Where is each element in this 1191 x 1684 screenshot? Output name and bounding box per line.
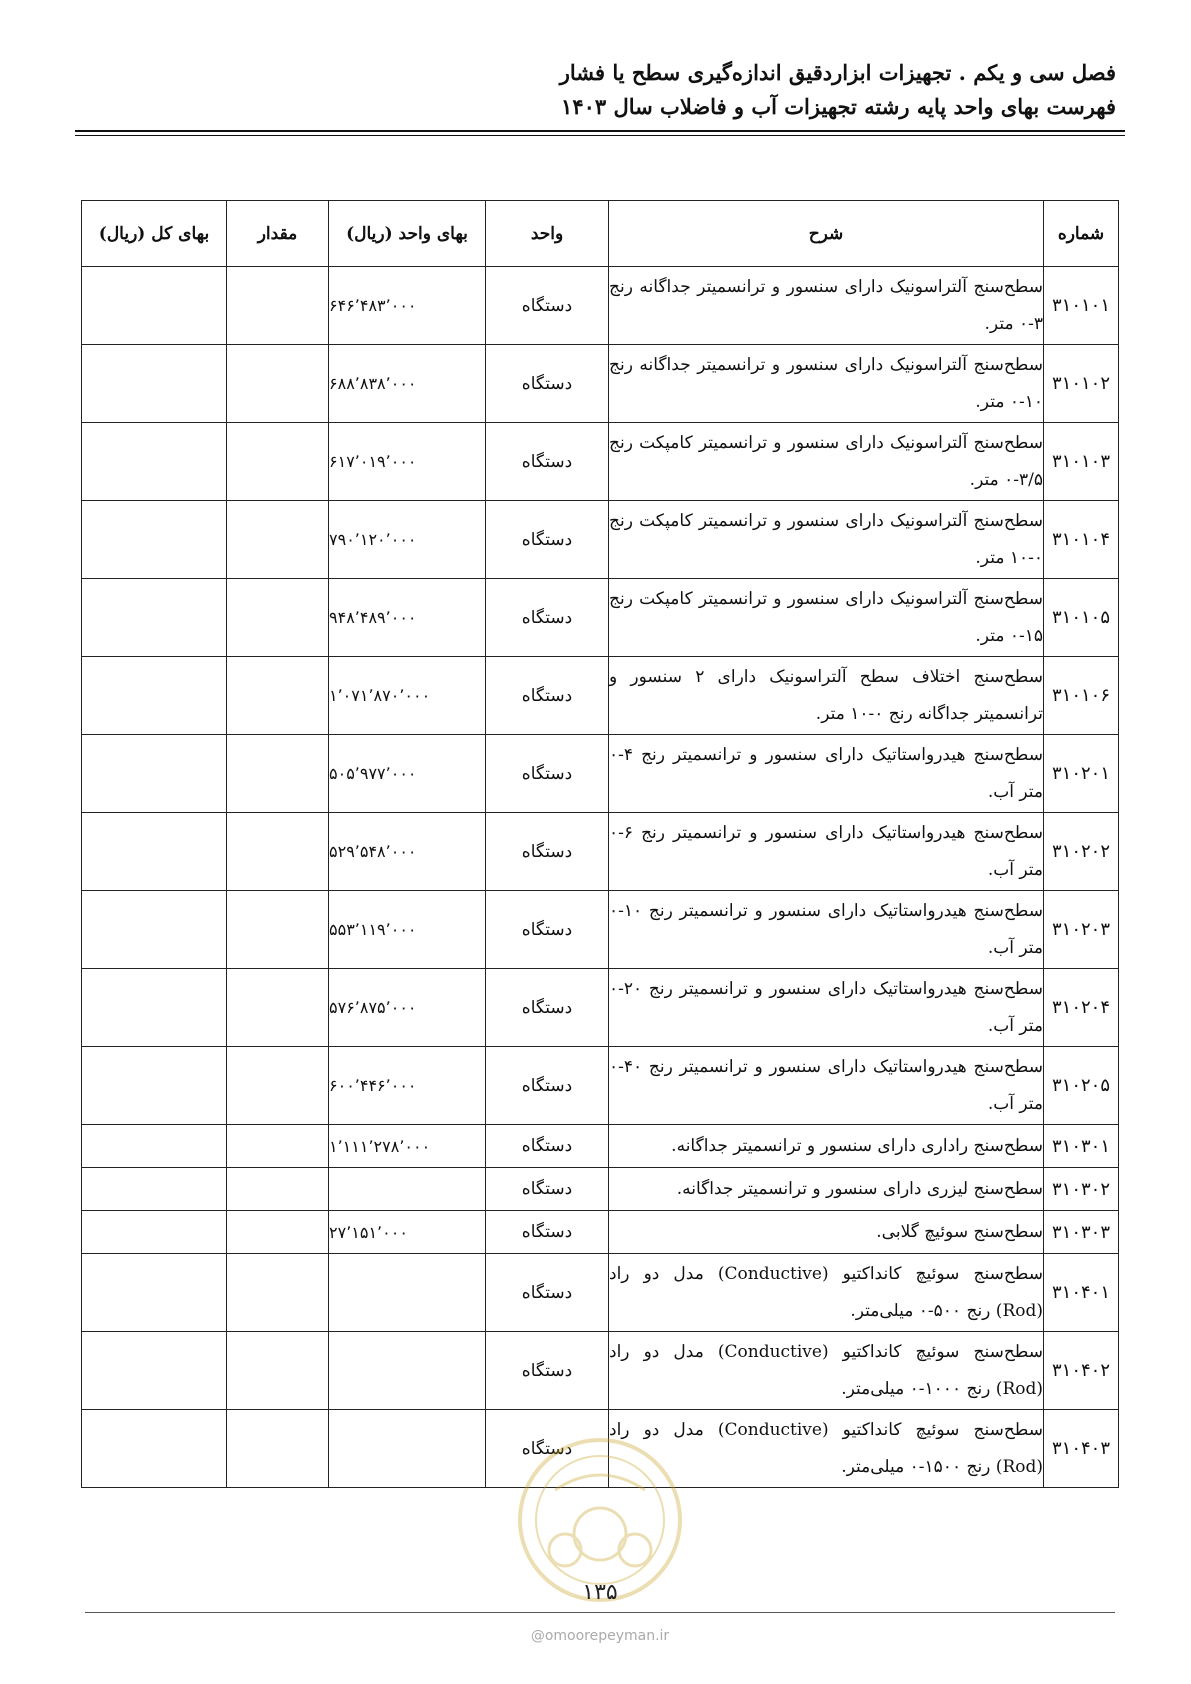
table-row <box>82 1168 1119 1211</box>
row-quantity <box>227 735 329 813</box>
row-quantity <box>227 501 329 579</box>
row-unit: دستگاه <box>486 813 609 891</box>
row-description: سطح‌سنج آلتراسونیک دارای سنسور و ترانسمیتر کامپکت رنج ۳/۵-۰ متر. <box>609 423 1044 501</box>
row-number: ۳۱۰۴۰۲ <box>1044 1332 1119 1410</box>
row-unit-price: ۶۴۶٬۴۸۳٬۰۰۰ <box>329 267 486 345</box>
row-quantity <box>227 579 329 657</box>
row-description: سطح‌سنج هیدرواستاتیک دارای سنسور و ترانسمیتر رنج ۱۰-۰ متر آب. <box>609 891 1044 969</box>
table-row <box>82 1047 1119 1125</box>
row-quantity <box>227 345 329 423</box>
row-unit: دستگاه <box>486 1332 609 1410</box>
row-number: ۳۱۰۱۰۵ <box>1044 579 1119 657</box>
row-unit-price: ۹۴۸٬۴۸۹٬۰۰۰ <box>329 579 486 657</box>
table-row <box>82 1332 1119 1410</box>
row-description: سطح‌سنج آلتراسونیک دارای سنسور و ترانسمیتر کامپکت رنج ۱۵-۰ متر. <box>609 579 1044 657</box>
row-description: سطح‌سنج هیدرواستاتیک دارای سنسور و ترانسمیتر رنج ۲۰-۰ متر آب. <box>609 969 1044 1047</box>
row-unit: دستگاه <box>486 891 609 969</box>
row-total-price <box>82 1332 227 1410</box>
row-total-price <box>82 1410 227 1488</box>
page-number: ۱۳۵ <box>582 1580 618 1605</box>
row-unit: دستگاه <box>486 267 609 345</box>
row-total-price <box>82 423 227 501</box>
row-quantity <box>227 1047 329 1125</box>
row-unit: دستگاه <box>486 423 609 501</box>
header-rule-thick <box>75 130 1125 132</box>
row-unit-price: ۵۵۳٬۱۱۹٬۰۰۰ <box>329 891 486 969</box>
row-quantity <box>227 1125 329 1168</box>
row-number: ۳۱۰۱۰۶ <box>1044 657 1119 735</box>
row-unit: دستگاه <box>486 735 609 813</box>
row-description: سطح‌سنج سوئیچ کانداکتیو (Conductive) مدل دو راد (Rod) رنج ۵۰۰-۰ میلی‌متر. <box>609 1254 1044 1332</box>
row-unit-price <box>329 1410 486 1488</box>
row-quantity <box>227 891 329 969</box>
row-unit: دستگاه <box>486 1047 609 1125</box>
row-quantity <box>227 267 329 345</box>
row-description: سطح‌سنج آلتراسونیک دارای سنسور و ترانسمیتر کامپکت رنج ۰-۱۰ متر. <box>609 501 1044 579</box>
row-number: ۳۱۰۳۰۳ <box>1044 1211 1119 1254</box>
chapter-title: فصل سی و یکم . تجهیزات ابزاردقیق اندازه‌گیری سطح یا فشار <box>559 60 1116 85</box>
document-title: فهرست بهای واحد پایه رشته تجهیزات آب و فاضلاب سال ۱۴۰۳ <box>561 94 1116 119</box>
row-unit: دستگاه <box>486 1254 609 1332</box>
row-number: ۳۱۰۲۰۳ <box>1044 891 1119 969</box>
table-header-row <box>82 201 1119 267</box>
row-total-price <box>82 969 227 1047</box>
row-description: سطح‌سنج هیدرواستاتیک دارای سنسور و ترانسمیتر رنج ۶-۰ متر آب. <box>609 813 1044 891</box>
price-table <box>81 200 1119 1488</box>
row-number: ۳۱۰۳۰۲ <box>1044 1168 1119 1211</box>
header-unit-price: بهای واحد (ریال) <box>329 201 486 267</box>
row-unit: دستگاه <box>486 657 609 735</box>
row-quantity <box>227 1168 329 1211</box>
row-total-price <box>82 501 227 579</box>
row-unit: دستگاه <box>486 501 609 579</box>
row-number: ۳۱۰۱۰۴ <box>1044 501 1119 579</box>
row-unit-price: ۷۹۰٬۱۲۰٬۰۰۰ <box>329 501 486 579</box>
row-quantity <box>227 1332 329 1410</box>
row-number: ۳۱۰۱۰۳ <box>1044 423 1119 501</box>
row-description: سطح‌سنج آلتراسونیک دارای سنسور و ترانسمیتر جداگانه رنج ۱۰-۰ متر. <box>609 345 1044 423</box>
table-row <box>82 345 1119 423</box>
row-description: سطح‌سنج سوئیچ کانداکتیو (Conductive) مدل دو راد (Rod) رنج ۱۰۰۰-۰ میلی‌متر. <box>609 1332 1044 1410</box>
header-description: شرح <box>609 201 1044 267</box>
header-number: شماره <box>1044 201 1119 267</box>
row-total-price <box>82 1254 227 1332</box>
row-unit-price: ۵۷۶٬۸۷۵٬۰۰۰ <box>329 969 486 1047</box>
row-quantity <box>227 1254 329 1332</box>
row-quantity <box>227 1211 329 1254</box>
row-unit-price: ۵۰۵٬۹۷۷٬۰۰۰ <box>329 735 486 813</box>
site-watermark: @omoorepeyman.ir <box>530 1628 670 1644</box>
row-unit-price: ۲۷٬۱۵۱٬۰۰۰ <box>329 1211 486 1254</box>
row-description: سطح‌سنج اختلاف سطح آلتراسونیک دارای ۲ سنسور و ترانسمیتر جداگانه رنج ۰-۱۰ متر. <box>609 657 1044 735</box>
row-unit-price: ۱٬۰۷۱٬۸۷۰٬۰۰۰ <box>329 657 486 735</box>
row-total-price <box>82 345 227 423</box>
row-total-price <box>82 813 227 891</box>
row-unit: دستگاه <box>486 1211 609 1254</box>
row-unit: دستگاه <box>486 579 609 657</box>
row-number: ۳۱۰۴۰۳ <box>1044 1410 1119 1488</box>
table-row <box>82 423 1119 501</box>
header-unit: واحد <box>486 201 609 267</box>
row-description: سطح‌سنج سوئیچ گلابی. <box>609 1211 1044 1254</box>
table-row <box>82 969 1119 1047</box>
row-quantity <box>227 813 329 891</box>
table-row <box>82 267 1119 345</box>
row-description: سطح‌سنج لیزری دارای سنسور و ترانسمیتر جداگانه. <box>609 1168 1044 1211</box>
row-description: سطح‌سنج هیدرواستاتیک دارای سنسور و ترانسمیتر رنج ۴۰-۰ متر آب. <box>609 1047 1044 1125</box>
row-unit-price: ۶۰۰٬۴۴۶٬۰۰۰ <box>329 1047 486 1125</box>
row-number: ۳۱۰۲۰۲ <box>1044 813 1119 891</box>
row-unit-price <box>329 1168 486 1211</box>
row-number: ۳۱۰۳۰۱ <box>1044 1125 1119 1168</box>
row-unit-price: ۱٬۱۱۱٬۲۷۸٬۰۰۰ <box>329 1125 486 1168</box>
row-total-price <box>82 735 227 813</box>
row-quantity <box>227 657 329 735</box>
row-unit-price <box>329 1332 486 1410</box>
row-total-price <box>82 579 227 657</box>
table-row <box>82 735 1119 813</box>
row-quantity <box>227 1410 329 1488</box>
row-quantity <box>227 969 329 1047</box>
row-total-price <box>82 1125 227 1168</box>
row-unit: دستگاه <box>486 1125 609 1168</box>
table-row <box>82 579 1119 657</box>
row-unit: دستگاه <box>486 1168 609 1211</box>
row-unit: دستگاه <box>486 969 609 1047</box>
row-total-price <box>82 1047 227 1125</box>
header-total-price: بهای کل (ریال) <box>82 201 227 267</box>
row-unit: دستگاه <box>486 345 609 423</box>
row-total-price <box>82 267 227 345</box>
row-number: ۳۱۰۱۰۱ <box>1044 267 1119 345</box>
page-header <box>66 56 1116 124</box>
row-total-price <box>82 657 227 735</box>
row-total-price <box>82 891 227 969</box>
row-number: ۳۱۰۱۰۲ <box>1044 345 1119 423</box>
row-unit: دستگاه <box>486 1410 609 1488</box>
row-number: ۳۱۰۲۰۴ <box>1044 969 1119 1047</box>
row-total-price <box>82 1168 227 1211</box>
row-total-price <box>82 1211 227 1254</box>
header-rule-thin <box>75 135 1125 136</box>
row-unit-price: ۵۲۹٬۵۴۸٬۰۰۰ <box>329 813 486 891</box>
table-row <box>82 1125 1119 1168</box>
footer-rule <box>85 1612 1115 1613</box>
table-row <box>82 813 1119 891</box>
table-row <box>82 657 1119 735</box>
row-unit-price <box>329 1254 486 1332</box>
row-unit-price: ۶۸۸٬۸۳۸٬۰۰۰ <box>329 345 486 423</box>
table-row <box>82 1211 1119 1254</box>
table-row <box>82 891 1119 969</box>
row-description: سطح‌سنج آلتراسونیک دارای سنسور و ترانسمیتر جداگانه رنج ۳-۰ متر. <box>609 267 1044 345</box>
row-number: ۳۱۰۲۰۵ <box>1044 1047 1119 1125</box>
row-description: سطح‌سنج سوئیچ کانداکتیو (Conductive) مدل دو راد (Rod) رنج ۱۵۰۰-۰ میلی‌متر. <box>609 1410 1044 1488</box>
row-unit-price: ۶۱۷٬۰۱۹٬۰۰۰ <box>329 423 486 501</box>
row-description: سطح‌سنج راداری دارای سنسور و ترانسمیتر جداگانه. <box>609 1125 1044 1168</box>
table-row <box>82 501 1119 579</box>
table-row <box>82 1254 1119 1332</box>
header-quantity: مقدار <box>227 201 329 267</box>
row-number: ۳۱۰۴۰۱ <box>1044 1254 1119 1332</box>
row-quantity <box>227 423 329 501</box>
row-number: ۳۱۰۲۰۱ <box>1044 735 1119 813</box>
row-description: سطح‌سنج هیدرواستاتیک دارای سنسور و ترانسمیتر رنج ۴-۰ متر آب. <box>609 735 1044 813</box>
